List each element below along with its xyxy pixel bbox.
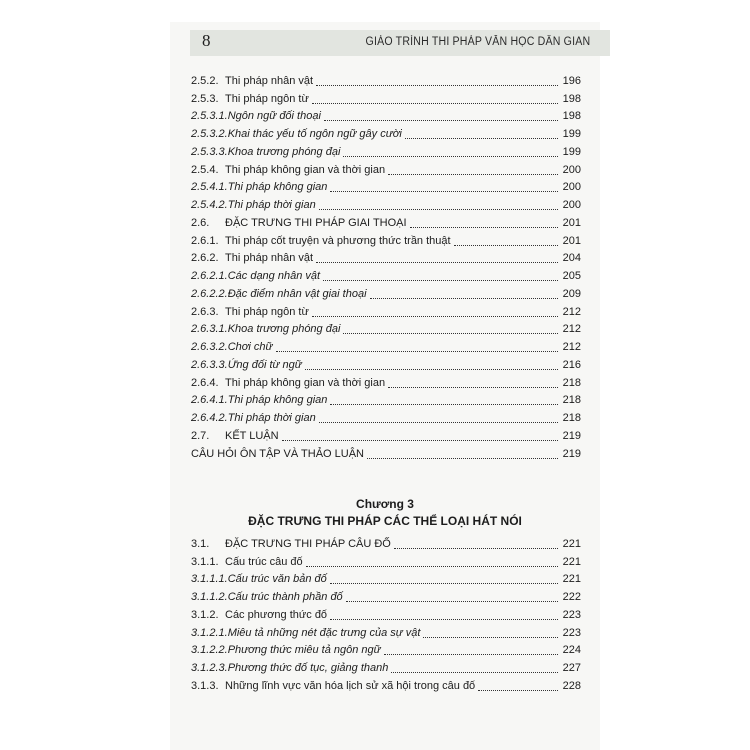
toc-entry-page: 212 — [562, 305, 581, 318]
toc-entry-number: 2.6.4.1. — [191, 394, 228, 407]
toc-entry-page: 223 — [562, 626, 581, 639]
toc-entry-title: Thi pháp không gian và thời gian — [225, 376, 386, 389]
toc-entry-title: ĐẶC TRƯNG THI PHÁP CÂU ĐỐ — [225, 537, 391, 550]
toc-dot-leader — [319, 421, 558, 423]
toc-list-chapter-3 — [191, 533, 581, 693]
toc-dot-leader — [367, 457, 558, 459]
toc-entry-title: Thi pháp nhân vật — [225, 252, 314, 265]
toc-entry-number: 3.1.2.1. — [191, 626, 228, 639]
toc-entry — [191, 390, 581, 408]
toc-list-chapter-2 — [191, 70, 581, 461]
toc-entry-number: 3.1.1.2. — [191, 591, 228, 603]
toc-entry-title: Cấu trúc thành phần đố — [227, 591, 343, 603]
toc-dot-leader — [276, 350, 558, 352]
toc-entry-page: 218 — [562, 376, 581, 389]
toc-entry-page: 212 — [562, 323, 581, 336]
toc-entry — [191, 248, 581, 266]
toc-entry-page: 224 — [562, 644, 581, 657]
toc-dot-leader — [312, 102, 558, 104]
toc-entry-number: 2.6.2.1. — [191, 270, 228, 282]
toc-entry-page: 221 — [562, 537, 581, 550]
toc-entry-title: Phương thức đố tục, giảng thanh — [227, 662, 389, 674]
toc-entry-title: KẾT LUẬN — [225, 429, 279, 442]
toc-entry — [191, 640, 581, 658]
toc-entry-title: Thi pháp không gian — [227, 181, 328, 194]
toc-entry — [191, 533, 581, 551]
toc-entry-title: Phương thức miêu tả ngôn ngữ — [227, 644, 381, 657]
toc-dot-leader — [282, 439, 558, 441]
toc-entry-number: 2.5.3.1. — [191, 110, 228, 123]
toc-entry-number: 3.1. — [191, 537, 210, 550]
toc-entry-title: Các phương thức đố — [225, 608, 328, 621]
toc-entry — [191, 425, 581, 443]
toc-entry-number: 2.6.3.2. — [191, 341, 228, 353]
toc-entry-title: Chơi chữ — [227, 341, 273, 353]
toc-entry — [191, 622, 581, 640]
toc-dot-leader — [343, 332, 558, 334]
toc-entry — [191, 319, 581, 337]
chapter-label: Chương 3 — [356, 497, 414, 511]
toc-entry — [191, 569, 581, 587]
toc-entry-number: 2.5.4. — [191, 163, 219, 176]
toc-dot-leader — [343, 155, 558, 157]
toc-entry-number: 2.7. — [191, 429, 210, 442]
toc-entry-page: 198 — [562, 110, 581, 123]
toc-entry-number: 3.1.3. — [191, 679, 219, 692]
toc-entry — [191, 88, 581, 106]
toc-entry-page: 209 — [562, 287, 581, 300]
toc-entry-number: 2.5.4.1. — [191, 181, 228, 194]
toc-entry — [191, 283, 581, 301]
toc-entry — [191, 586, 581, 604]
toc-dot-leader — [319, 208, 558, 210]
toc-entry-number: 2.5.3.3. — [191, 145, 228, 158]
toc-entry — [191, 336, 581, 354]
toc-entry — [191, 194, 581, 212]
toc-entry-title: Đặc điểm nhân vật giai thoại — [227, 287, 367, 300]
toc-dot-leader — [312, 315, 558, 317]
toc-entry-title: Ứng đối từ ngữ — [227, 358, 302, 371]
toc-entry-page: 212 — [562, 341, 581, 353]
toc-entry — [191, 212, 581, 230]
toc-dot-leader — [346, 600, 558, 602]
toc-entry-page: 199 — [562, 128, 581, 140]
toc-dot-leader — [305, 368, 558, 370]
toc-dot-leader — [323, 279, 558, 281]
toc-entry-page: 204 — [562, 252, 581, 265]
toc-dot-leader — [324, 119, 558, 121]
toc-entry-page: 227 — [562, 662, 581, 674]
toc-dot-leader — [384, 653, 558, 655]
toc-entry-title: Ngôn ngữ đối thoại — [227, 110, 321, 123]
toc-entry — [191, 141, 581, 159]
toc-entry-title: Thi pháp không gian — [227, 394, 328, 407]
toc-dot-leader — [405, 137, 558, 139]
toc-entry — [191, 604, 581, 622]
toc-entry-number: 3.1.2.2. — [191, 644, 228, 657]
toc-entry-title: Thi pháp không gian và thời gian — [225, 163, 386, 176]
toc-entry — [191, 407, 581, 425]
toc-entry-number: 2.6.3.1. — [191, 323, 228, 336]
toc-entry — [191, 675, 581, 693]
toc-entry-page: 199 — [562, 145, 581, 158]
toc-entry-title: Thi pháp thời gian — [227, 412, 316, 424]
toc-entry-number: 2.6.1. — [191, 234, 219, 247]
toc-entry-title: Khoa trương phóng đại — [227, 323, 341, 336]
toc-entry-title: Khai thác yếu tố ngôn ngữ gây cười — [227, 128, 402, 140]
toc-entry-page: 219 — [562, 447, 581, 460]
toc-entry — [191, 443, 581, 461]
toc-dot-leader — [478, 689, 558, 691]
toc-entry-number: 2.6.3.3. — [191, 358, 228, 371]
toc-entry-number: 2.5.2. — [191, 74, 219, 87]
toc-entry-page: 200 — [562, 199, 581, 211]
toc-entry-page: 200 — [562, 163, 581, 176]
toc-dot-leader — [423, 636, 558, 638]
toc-entry-number: 2.6.2.2. — [191, 287, 228, 300]
toc-entry — [191, 551, 581, 569]
toc-dot-leader — [388, 386, 558, 388]
toc-entry — [191, 265, 581, 283]
toc-entry — [191, 106, 581, 124]
running-title: GIÁO TRÌNH THI PHÁP VĂN HỌC DÂN GIAN — [365, 36, 590, 48]
toc-entry-page: 219 — [562, 429, 581, 442]
toc-entry-title: Cấu trúc văn bản đố — [227, 573, 327, 586]
toc-entry-number: 3.1.1. — [191, 555, 219, 568]
toc-dot-leader — [388, 173, 558, 175]
toc-dot-leader — [330, 582, 558, 584]
toc-dot-leader — [394, 547, 558, 549]
toc-entry-number: 3.1.1.1. — [191, 573, 228, 586]
toc-dot-leader — [316, 261, 558, 263]
toc-entry-page: 221 — [562, 573, 581, 586]
toc-entry-page: 201 — [562, 216, 581, 229]
toc-entry-page: 228 — [562, 679, 581, 692]
toc-entry-number: 2.5.3. — [191, 92, 219, 105]
toc-entry — [191, 230, 581, 248]
toc-entry-title: Thi pháp cốt truyện và phương thức trần thuật — [225, 234, 451, 247]
toc-entry-page: 198 — [562, 92, 581, 105]
toc-entry-title: Thi pháp nhân vật — [225, 74, 314, 87]
toc-entry — [191, 123, 581, 141]
toc-entry-number: 2.6. — [191, 216, 210, 229]
toc-entry-page: 205 — [562, 270, 581, 282]
toc-entry-number: 2.6.2. — [191, 252, 219, 265]
toc-entry-number: 3.1.2.3. — [191, 662, 228, 674]
toc-entry-title: Thi pháp thời gian — [227, 199, 316, 211]
toc-dot-leader — [330, 190, 558, 192]
toc-dot-leader — [306, 565, 558, 567]
toc-entry-page: 222 — [562, 591, 581, 603]
toc-entry-number: 2.5.4.2. — [191, 199, 228, 211]
toc-entry — [191, 301, 581, 319]
toc-dot-leader — [410, 226, 558, 228]
toc-entry-title: Cấu trúc câu đố — [225, 555, 303, 568]
toc-dot-leader — [316, 84, 558, 86]
toc-dot-leader — [370, 297, 558, 299]
toc-entry-page: 221 — [562, 555, 581, 568]
toc-entry-title: CÂU HỎI ÔN TẬP VÀ THẢO LUẬN — [191, 447, 364, 460]
toc-entry — [191, 70, 581, 88]
toc-entry-page: 218 — [562, 394, 581, 407]
toc-entry-number: 2.5.3.2. — [191, 128, 228, 140]
toc-entry-page: 201 — [562, 234, 581, 247]
toc-entry-page: 200 — [562, 181, 581, 194]
toc-entry-number: 2.6.4. — [191, 376, 219, 389]
toc-entry-number: 2.6.4.2. — [191, 412, 228, 424]
toc-entry — [191, 159, 581, 177]
toc-entry — [191, 354, 581, 372]
toc-entry-number: 3.1.2. — [191, 608, 219, 621]
toc-entry-page: 218 — [562, 412, 581, 424]
page-number: 8 — [202, 31, 211, 50]
toc-entry-number: 2.6.3. — [191, 305, 219, 318]
toc-entry-page: 223 — [562, 608, 581, 621]
chapter-title: ĐẶC TRƯNG THI PHÁP CÁC THỂ LOẠI HÁT NÓI — [248, 514, 522, 528]
toc-dot-leader — [330, 618, 558, 620]
toc-dot-leader — [330, 403, 558, 405]
toc-dot-leader — [391, 671, 558, 673]
toc-entry-page: 216 — [562, 358, 581, 371]
toc-entry-title: Các dạng nhân vật — [227, 270, 321, 282]
toc-entry-title: Miêu tả những nét đặc trưng của sự vật — [227, 626, 421, 639]
toc-entry-title: Khoa trương phóng đại — [227, 145, 341, 158]
toc-entry-title: Thi pháp ngôn từ — [225, 92, 309, 105]
toc-entry-title: Những lĩnh vực văn hóa lịch sử xã hội trong câu đố — [225, 679, 476, 692]
toc-entry — [191, 657, 581, 675]
toc-entry-page: 196 — [562, 74, 581, 87]
toc-entry-title: ĐẶC TRƯNG THI PHÁP GIAI THOẠI — [225, 216, 407, 229]
toc-entry — [191, 372, 581, 390]
toc-entry — [191, 177, 581, 195]
toc-dot-leader — [454, 244, 558, 246]
toc-entry-title: Thi pháp ngôn từ — [225, 305, 309, 318]
